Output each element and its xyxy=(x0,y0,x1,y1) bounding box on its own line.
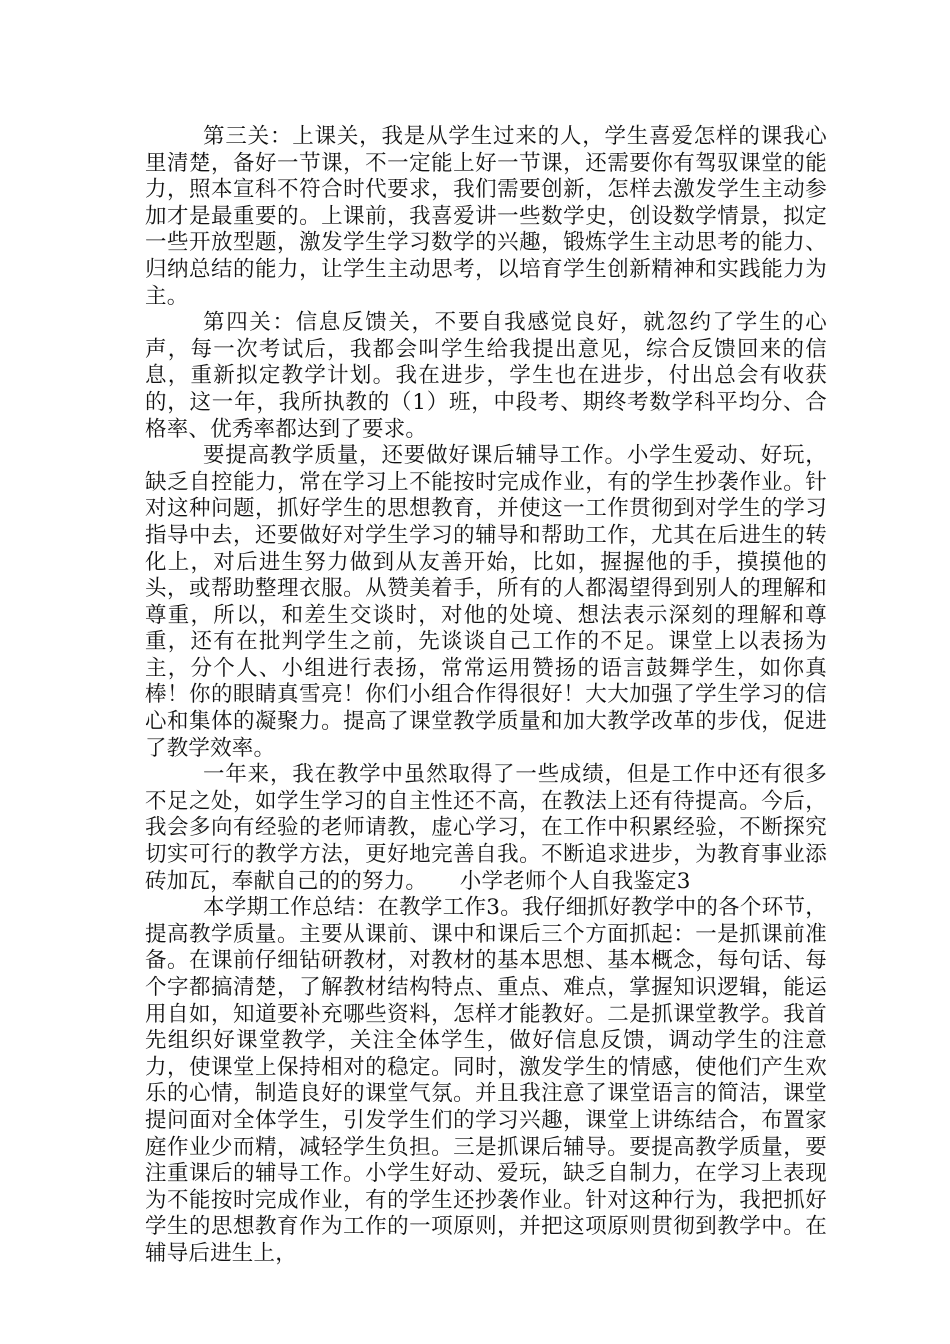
paragraph-lesson-stage: 第三关：上课关，我是从学生过来的人，学生喜爱怎样的课我心里清楚，备好一节课，不一定能上好一节课，还需要你有驾驭课堂的能力，照本宣科不符合时代要求，我们需要创新，怎样去激发学生主动参加才是最重要的。上课前，我喜爱讲一些数学史，创设数学情景，拟定一些开放型题，激发学生学习数学的兴趣，锻炼学生主动思考的能力、归纳总结的能力，让学生主动思考，以培育学生创新精神和实践能力为主。 xyxy=(145,124,827,309)
paragraph-feedback-stage: 第四关：信息反馈关，不要自我感觉良好，就忽约了学生的心声，每一次考试后，我都会叫学生给我提出意见，综合反馈回来的信息，重新拟定教学计划。我在进步，学生也在进步，付出总会有收获的，这一年，我所执教的（1）班，中段考、期终考数学科平均分、合格率、优秀率都达到了要求。 xyxy=(145,310,827,442)
paragraph-year-review: 一年来，我在教学中虽然取得了一些成绩，但是工作中还有很多不足之处，如学生学习的自主性还不高，在教法上还有待提高。今后，我会多向有经验的老师请教，虚心学习，在工作中积累经验，不断探究切实可行的教学方法，更好地完善自我。不断追求进步，为教育事业添砖加瓦，奉献自己的的努力。 小学老师个人自我鉴定3 xyxy=(145,762,827,894)
document-body xyxy=(145,124,827,1268)
paragraph-after-class-tutoring: 要提高教学质量，还要做好课后辅导工作。小学生爱动、好玩，缺乏自控能力，常在学习上不能按时完成作业，有的学生抄袭作业。针对这种问题，抓好学生的思想教育，并使这一工作贯彻到对学生的学习指导中去，还要做好对学生学习的辅导和帮助工作，尤其在后进生的转化上，对后进生努力做到从友善开始，比如，握握他的手，摸摸他的头，或帮助整理衣服。从赞美着手，所有的人都渴望得到别人的理解和尊重，所以，和差生交谈时，对他的处境、想法表示深刻的理解和尊重，还有在批判学生之前，先谈谈自己工作的不足。课堂上以表扬为主，分个人、小组进行表扬，常常运用赞扬的语言鼓舞学生，如你真棒！你的眼睛真雪亮！你们小组合作得很好！大大加强了学生学习的信心和集体的凝聚力。提高了课堂教学质量和加大教学改革的步伐，促进了教学效率。 xyxy=(145,443,827,761)
paragraph-semester-summary: 本学期工作总结：在教学工作3。我仔细抓好教学中的各个环节，提高教学质量。主要从课前、课中和课后三个方面抓起：一是抓课前准备。在课前仔细钻研教材，对教材的基本思想、基本概念，每句话、每个字都搞清楚，了解教材结构特点、重点、难点，掌握知识逻辑，能运用自如，知道要补充哪些资料，怎样才能教好。二是抓课堂教学。我首先组织好课堂教学，关注全体学生，做好信息反馈，调动学生的注意力，使课堂上保持相对的稳定。同时，激发学生的情感，使他们产生欢乐的心情，制造良好的课堂气氛。并且我注意了课堂语言的简洁，课堂提问面对全体学生，引发学生们的学习兴趣，课堂上讲练结合，布置家庭作业少而精，减轻学生负担。三是抓课后辅导。要提高教学质量，要注重课后的辅导工作。小学生好动、爱玩，缺乏自制力，在学习上表现为不能按时完成作业，有的学生还抄袭作业。针对这种行为，我把抓好学生的思想教育作为工作的一项原则，并把这项原则贯彻到教学中。在辅导后进生上， xyxy=(145,895,827,1266)
